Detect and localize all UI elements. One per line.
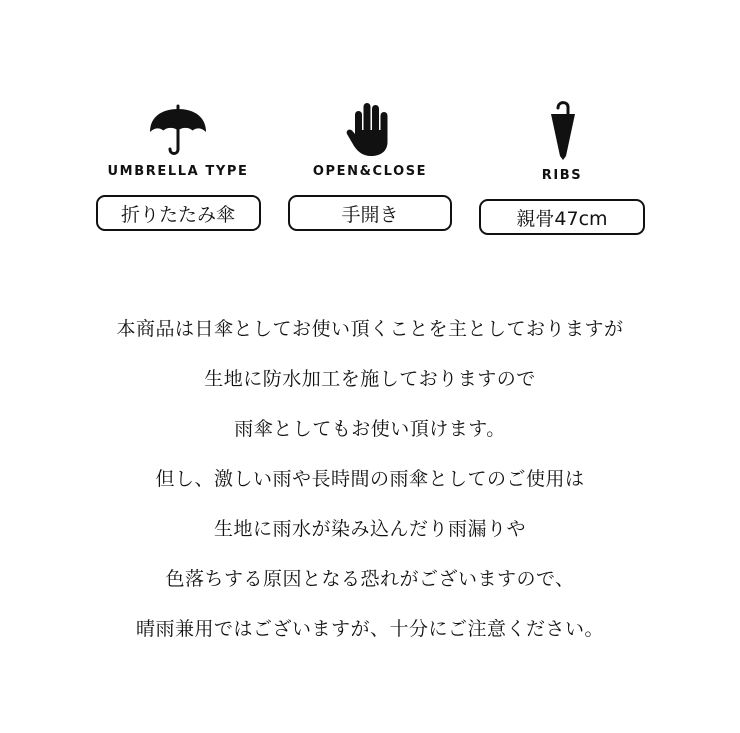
closed-umbrella-icon bbox=[542, 96, 582, 162]
description-line: 色落ちする原因となる恐れがございますので、 bbox=[165, 568, 575, 590]
description-line: 本商品は日傘としてお使い頂くことを主としておりますが bbox=[116, 318, 624, 340]
feature-label: UMBRELLA TYPE bbox=[107, 164, 249, 179]
umbrella-icon bbox=[148, 92, 208, 158]
feature-ribs bbox=[462, 96, 662, 235]
description-line: 雨傘としてもお使い頂けます。 bbox=[234, 418, 506, 440]
feature-open-close bbox=[270, 92, 470, 231]
product-description bbox=[0, 312, 740, 662]
feature-value-badge: 親骨47cm bbox=[479, 199, 645, 235]
feature-label: RIBS bbox=[541, 168, 583, 183]
description-line: 生地に雨水が染み込んだり雨漏りや bbox=[213, 518, 526, 540]
feature-label: OPEN&CLOSE bbox=[312, 164, 428, 179]
description-line: 晴雨兼用ではございますが、十分にご注意ください。 bbox=[135, 618, 604, 640]
feature-value-badge: 折りたたみ傘 bbox=[96, 195, 261, 231]
description-line: 生地に防水加工を施しておりますので bbox=[204, 368, 536, 390]
hand-icon bbox=[345, 92, 395, 158]
feature-umbrella-type bbox=[78, 92, 278, 231]
description-line: 但し、激しい雨や長時間の雨傘としてのご使用は bbox=[155, 468, 585, 490]
feature-value-badge: 手開き bbox=[288, 195, 452, 231]
